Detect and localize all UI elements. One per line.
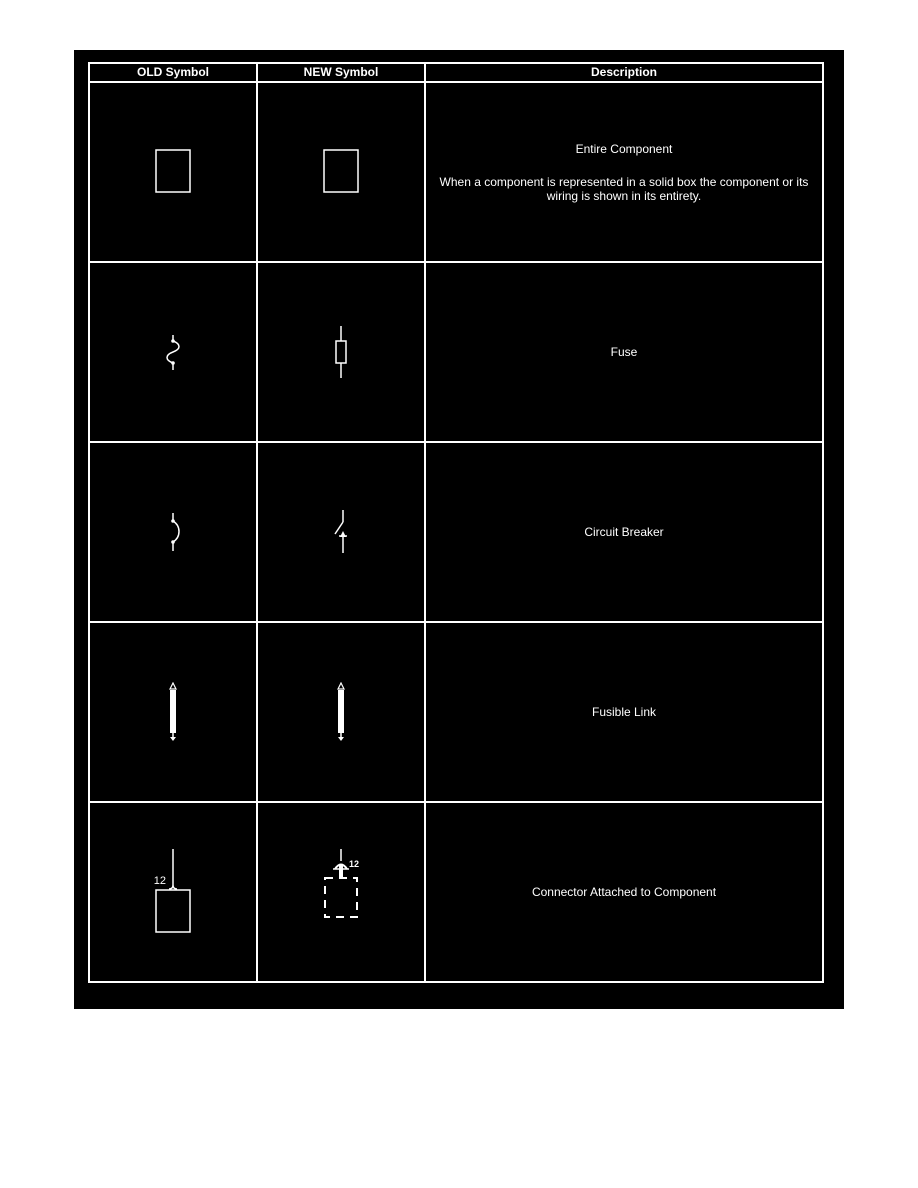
description-cell [425,802,823,982]
circuit-breaker-old-icon [158,507,188,557]
new-symbol-cell [257,262,425,442]
fuse-old-icon [158,327,188,377]
new-symbol-cell [257,82,425,262]
table-row [89,82,823,262]
description-title: Fusible Link [591,705,657,719]
connector-pin-label: 12 [153,875,166,887]
description-body: When a component is represented in a solid box the component or its wiring is shown in its entirety. [439,174,809,203]
connector-pin-label: 12 [349,859,360,869]
connector-attached-new-icon [311,847,371,937]
description-cell [425,442,823,622]
fusible-link-new-icon [331,682,351,742]
circuit-breaker-new-icon [326,507,356,557]
table-header-row [89,63,823,82]
header-new-symbol: NEW Symbol [257,63,425,82]
symbol-comparison-table [88,62,824,983]
old-symbol-cell [89,622,257,802]
old-symbol-cell [89,262,257,442]
description-title: Connector Attached to Component [531,885,717,899]
header-description: Description [425,63,823,82]
new-symbol-cell [257,442,425,622]
solid-box-icon [153,147,193,197]
description-cell [425,262,823,442]
fusible-link-old-icon [163,682,183,742]
new-symbol-cell [257,622,425,802]
solid-box-icon [321,147,361,197]
symbol-panel [74,50,844,1009]
connector-attached-old-icon [143,847,203,937]
table-row [89,802,823,982]
table-row [89,262,823,442]
description-title: Fuse [610,345,638,359]
header-old-symbol: OLD Symbol [89,63,257,82]
table-row [89,622,823,802]
new-symbol-cell [257,802,425,982]
description-title: Entire Component [575,141,673,156]
table-row [89,442,823,622]
old-symbol-cell [89,82,257,262]
old-symbol-cell [89,802,257,982]
description-cell [425,82,823,262]
description-cell [425,622,823,802]
old-symbol-cell [89,442,257,622]
fuse-new-icon [326,322,356,382]
description-title: Circuit Breaker [584,525,664,539]
